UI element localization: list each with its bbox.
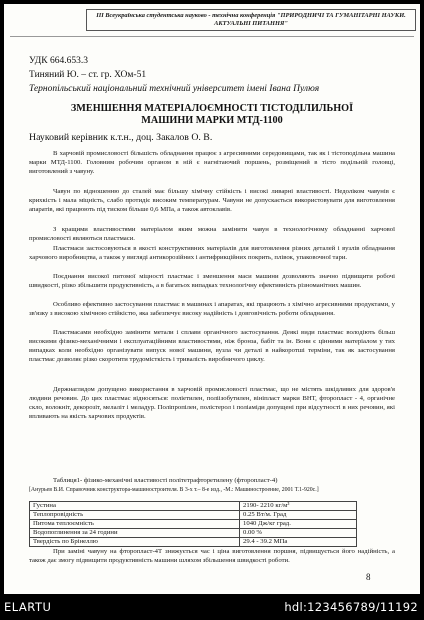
property-value: 0.25 Вт/м. Град <box>240 511 357 520</box>
repository-label: ELARTU <box>4 600 52 614</box>
table-row <box>30 511 357 520</box>
property-name: Питома теплоємність <box>30 520 240 529</box>
property-name: Теплопровідність <box>30 511 240 520</box>
page-number: 8 <box>366 572 371 582</box>
conference-header <box>86 9 416 31</box>
conference-header-line-2: АКТУАЛЬНІ ПИТАННЯ" <box>214 20 288 27</box>
properties-table <box>29 501 357 547</box>
paragraph: Поєднання високої питомої міцності пластмас і зменшення маси машини дозволяють значно підвищити робочі швидкості, різко збільшити продуктивність, а в багатьох випадках технологічну ефективність різноманітних машин. <box>29 273 395 290</box>
paragraph: Особливо ефективно застосування пластмас в машинах і апаратах, які працюють з хімічно агресивними продуктами, у зв'язку з високою хімічною стійкістю, яка забезпечує високу надійність і довговічність роботи обладнання. <box>29 301 395 318</box>
table-row <box>30 538 357 547</box>
table-row <box>30 529 357 538</box>
document-page <box>4 4 420 594</box>
conclusion-paragraph: При заміні чавуну на фторопласт-4Т знижується час і ціна виготовлення поршня, підвищується його надійність, а також дає змогу підвищити продуктивність машини шляхом збільшення швидкості роботи. <box>29 548 395 565</box>
author-line: Тиняний Ю. – ст. гр. ХОм-51 <box>29 70 147 80</box>
article-title-line-1: ЗМЕНШЕННЯ МАТЕРІАЛОЄМНОСТІ ТІСТОДІЛИЛЬНОЇ <box>70 103 354 114</box>
paragraph: Пластмасами необхідно замінити метали і сплави органічного застосування. Деякі види пластмас володіють більш високими фізико-механічними і експлуатаційними властивостями, ніж бронза, бабіт та ін. Вони є цінними матеріалом у тих випадках коли необхідно організувати випуск нової машини, вузла чи деталі в найкоротші терміни, так як застосування пластмас дозволяє різко скоротити трудомісткість і тривалість виробничого циклу. <box>29 329 395 364</box>
conference-header-line-1: ІІІ Всеукраїнська студентська науково - технічна конференція "ПРИРОДНИЧІ ТА ГУМАНІТАРНІ НАУКИ. <box>96 12 406 19</box>
paragraph: Пластмаси застосовуються в якості конструктивних матеріалів для виготовлення різних деталей і вузлів обладнання харчового виробництва, а також у вигляді антикорозійних і антифрикційних покрить, плівок, упаковочної тари. <box>29 245 395 262</box>
property-name: Водопоглинення за 24 години <box>30 529 240 538</box>
paragraph: В харчовій промисловості більшість обладнання працює з агресивними середовищами, так як і тістоподільна машина марки МТД-1100. Головним робочим органом в ній є нагнітаючий поршень, розміщений в тісто подільній головці, виготовлений з чавуну. <box>29 150 395 176</box>
table-row <box>30 520 357 529</box>
paragraph: З кращими властивостями матеріалом яким можна замінити чавун в технологічному обладнанні харчової промисловості являються пластмаси. <box>29 226 395 243</box>
paragraph: Держнаглядом допущено використання в харчовій промисловості пластмас, що не містять шкідливих для здоров'я людини речовин. До цих пластмас відносяться: поліетилен, поліізобутилен, вініпласт марки ВНТ, фторопласт - 4, органічне скло, волокніт, декорозіт, мелаліт і меладур. Поліпропілен, полістерол і поліаміди допущені при відсутності в них речовин, які впливають на якість харчових продуктів. <box>29 386 395 421</box>
table-caption: Таблиця1- фізико-механічні властивості політетрафторетилену (фторопласт-4) <box>53 477 278 484</box>
paragraph: Чавун по відношенню до сталей має більшу хімічну стійкість і високі ливарні властивості. Недоліком чавунів є крихкість і мала міцність, слабо протидіє високим температурам. Чавуни не допускається використовувати для виготовлення апаратів, які працюють під тиском більше 0,6 МПа, а також автоклавів. <box>29 188 395 214</box>
supervisor-line: Науковий керівник к.т.н., доц. Закалов О. В. <box>29 132 213 143</box>
header-divider <box>10 36 414 37</box>
table-reference: [Анурьев В.И. Справочник конструктора-машиностроителя. В 3-х т.– 8-е изд., -М.: Машиностроение, 2001 Т.1-920с.] <box>29 487 319 493</box>
table-row <box>30 502 357 511</box>
property-value: 0.00 % <box>240 529 357 538</box>
article-title-line-2: МАШИНИ МАРКИ МТД-1100 <box>141 115 283 126</box>
handle-label: hdl:123456789/11192 <box>284 600 418 614</box>
university-line: Тернопільський національний технічний університет імені Івана Пулюя <box>29 84 320 94</box>
property-value: 29.4 - 39.2 МПа <box>240 538 357 547</box>
property-value: 1040 Дж/кг град. <box>240 520 357 529</box>
property-value: 2190- 2210 кг/м³ <box>240 502 357 511</box>
property-name: Густина <box>30 502 240 511</box>
udk-code: УДК 664.653.3 <box>29 56 88 66</box>
property-name: Твердість по Брінеллю <box>30 538 240 547</box>
